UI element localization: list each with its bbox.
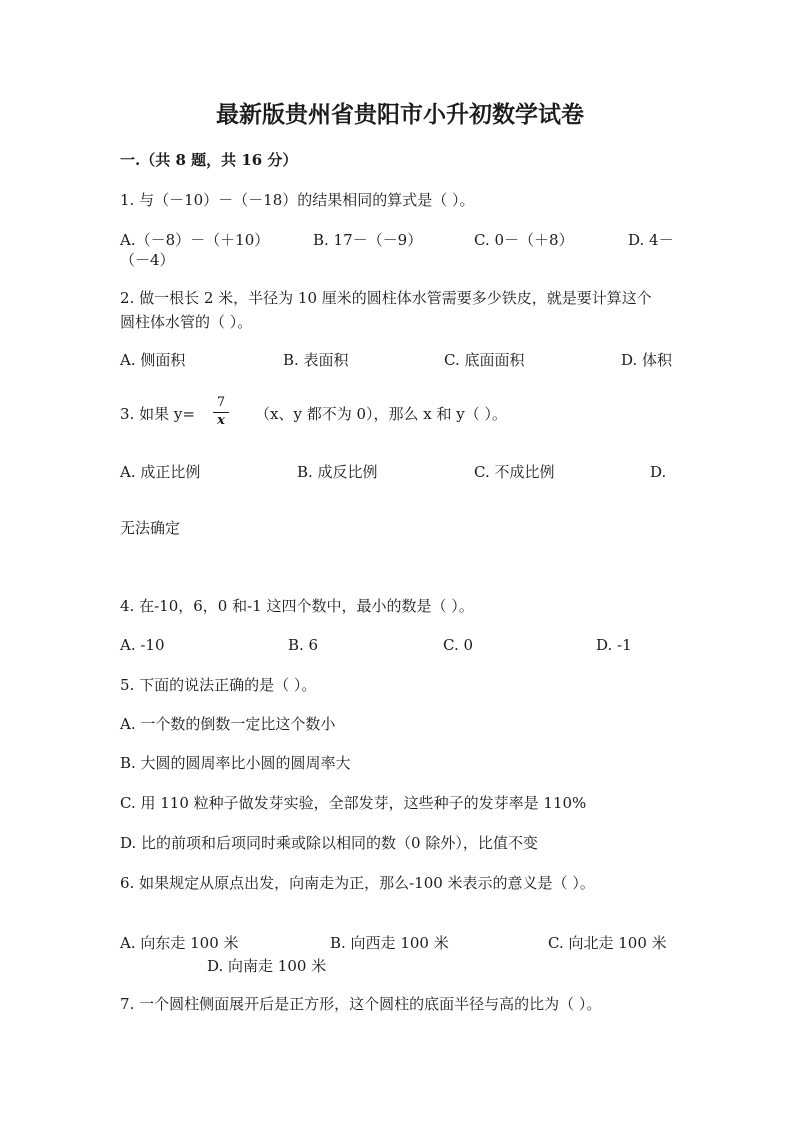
question-3-option-b: B. 成反比例	[297, 463, 378, 481]
section-heading: 一.（共 8 题，共 16 分）	[120, 151, 298, 169]
question-3-option-c: C. 不成比例	[474, 463, 555, 481]
fraction-seven-over-x	[213, 395, 229, 429]
question-6-option-c: C. 向北走 100 米	[548, 934, 667, 952]
question-1-option-d-continued: （－4）	[120, 251, 175, 269]
question-7-stem: 7. 一个圆柱侧面展开后是正方形，这个圆柱的底面半径与高的比为（ ）。	[120, 995, 602, 1013]
question-5-option-c: C. 用 110 粒种子做发芽实验，全部发芽，这些种子的发芽率是 110%	[120, 794, 587, 812]
question-1-option-c: C. 0－（＋8）	[474, 231, 574, 249]
question-1-option-b: B. 17－（－9）	[313, 231, 423, 249]
question-4-option-c: C. 0	[443, 636, 474, 654]
page-title: 最新版贵州省贵阳市小升初数学试卷	[216, 101, 584, 128]
question-4-stem: 4. 在-10，6，0 和-1 这四个数中，最小的数是（ ）。	[120, 597, 474, 615]
question-1-option-a: A.（－8）－（＋10）	[120, 231, 270, 249]
question-6-option-d: D. 向南走 100 米	[207, 957, 327, 975]
question-3-stem-prefix: 3. 如果 y=	[120, 405, 195, 423]
question-3-option-a: A. 成正比例	[120, 463, 201, 481]
question-3-stem-suffix: （x、y 都不为 0），那么 x 和 y（ ）。	[255, 405, 508, 423]
fraction-numerator: 7	[216, 395, 226, 410]
question-1-option-d: D. 4－	[628, 231, 674, 249]
question-2-option-c: C. 底面面积	[444, 351, 525, 369]
question-5-option-b: B. 大圆的圆周率比小圆的圆周率大	[120, 754, 351, 772]
question-5-stem: 5. 下面的说法正确的是（ ）。	[120, 676, 317, 694]
question-3-option-d: D.	[650, 463, 667, 481]
question-1-stem: 1. 与（－10）－（－18）的结果相同的算式是（ ）。	[120, 191, 475, 209]
question-6-option-b: B. 向西走 100 米	[330, 934, 449, 952]
question-2-option-d: D. 体积	[621, 351, 673, 369]
question-5-option-a: A. 一个数的倒数一定比这个数小	[120, 715, 336, 733]
question-2-option-a: A. 侧面积	[120, 351, 186, 369]
question-4-option-d: D. -1	[596, 636, 632, 654]
fraction-denominator: x	[213, 412, 229, 429]
question-4-option-b: B. 6	[288, 636, 319, 654]
question-2-stem-line2: 圆柱体水管的（ ）。	[120, 313, 253, 331]
question-3-option-d-continued: 无法确定	[120, 519, 181, 537]
question-6-stem: 6. 如果规定从原点出发，向南走为正，那么-100 米表示的意义是（ ）。	[120, 874, 595, 892]
question-2-stem-line1: 2. 做一根长 2 米，半径为 10 厘米的圆柱体水管需要多少铁皮，就是要计算这个	[120, 289, 652, 307]
question-2-option-b: B. 表面积	[283, 351, 349, 369]
question-6-option-a: A. 向东走 100 米	[120, 934, 239, 952]
question-5-option-d: D. 比的前项和后项同时乘或除以相同的数（0 除外），比值不变	[120, 834, 538, 852]
question-4-option-a: A. -10	[120, 636, 165, 654]
